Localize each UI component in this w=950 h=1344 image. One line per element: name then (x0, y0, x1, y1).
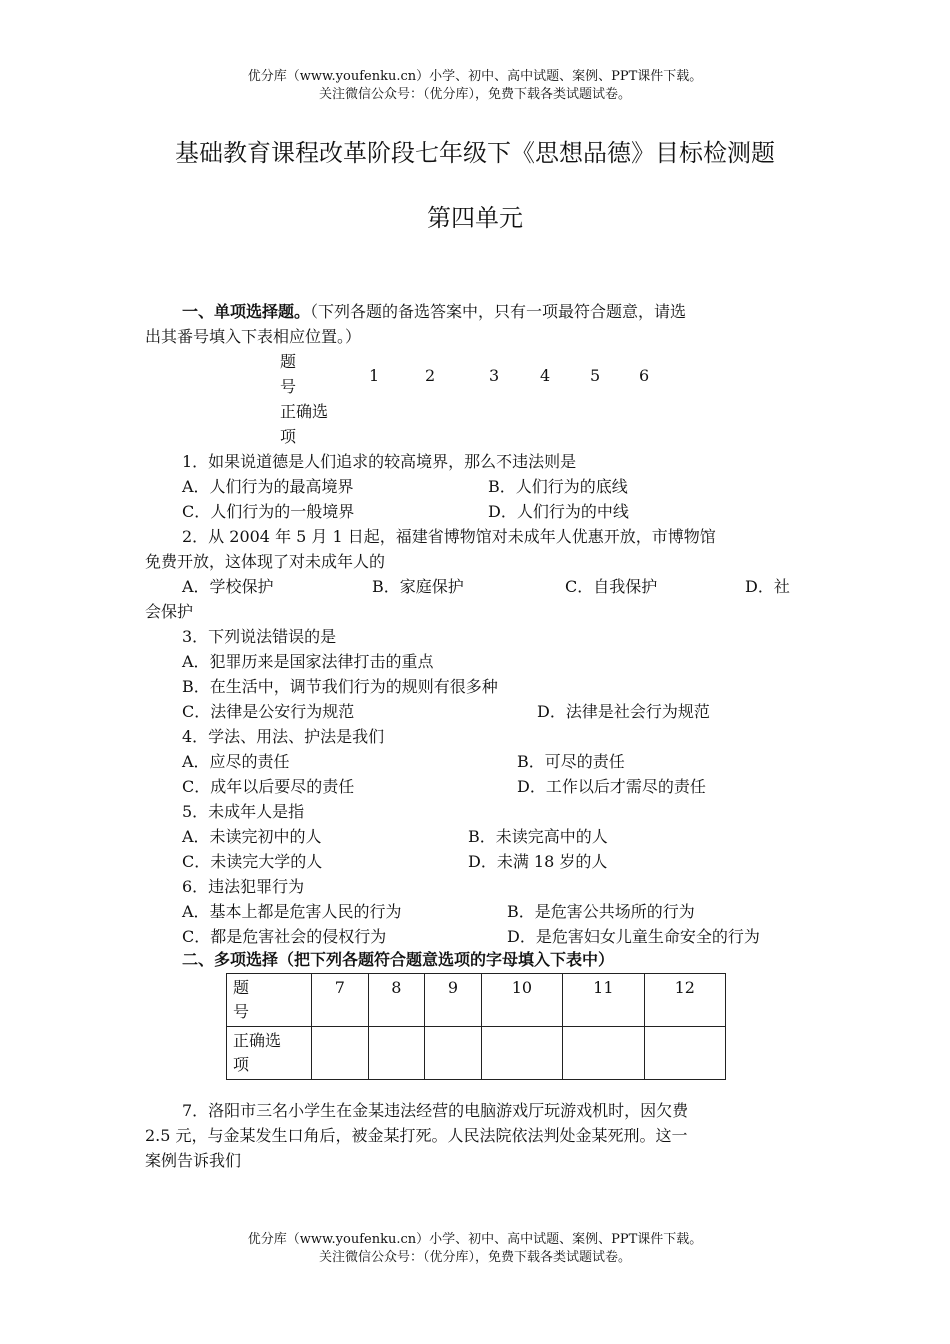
table2-answer-cell[interactable] (644, 1027, 725, 1080)
answer-table-2 (226, 973, 726, 1080)
table1-num: 5 (590, 366, 601, 385)
table1-a-label-a: 正确选 (280, 402, 329, 421)
q4-option-c: C．成年以后要尽的责任 (182, 777, 355, 796)
page-header-line2: 关注微信公众号：（优分库），免费下载各类试题试卷。 (318, 87, 631, 102)
page-footer-line2: 关注微信公众号：（优分库），免费下载各类试题试卷。 (318, 1250, 631, 1265)
section1-line (182, 302, 686, 322)
q4-option-d: D．工作以后才需尽的责任 (517, 777, 706, 796)
table2-answer-cell[interactable] (312, 1027, 369, 1080)
page-title: 基础教育课程改革阶段七年级下《思想品德》目标检测题 (175, 139, 775, 167)
table2-q-label-a: 题 (233, 978, 250, 997)
q4-option-b: B．可尽的责任 (517, 752, 625, 771)
q2-option-c: C．自我保护 (565, 577, 658, 596)
q5-option-b: B．未读完高中的人 (468, 827, 608, 846)
table1-num: 3 (489, 366, 500, 385)
table2-answer-cell[interactable] (563, 1027, 644, 1080)
section2-heading: 二、多项选择（把下列各题符合题意选项的字母填入下表中） (182, 950, 615, 969)
q3-option-b: B．在生活中，调节我们行为的规则有很多种 (182, 677, 498, 696)
question-7-cont1: 2.5 元，与金某发生口角后，被金某打死。人民法院依法判处金某死刑。这一 (145, 1126, 688, 1145)
question-6: 6．违法犯罪行为 (182, 877, 305, 896)
q3-option-d: D．法律是社会行为规范 (537, 702, 710, 721)
section1-heading: 一、单项选择题。 (182, 302, 311, 321)
page-footer-line1: 优分库（www.youfenku.cn）小学、初中、高中试题、案例、PPT课件下载。 (247, 1232, 703, 1247)
q2-option-d-cont: 会保护 (145, 602, 194, 621)
q1-option-c: C．人们行为的一般境界 (182, 502, 355, 521)
q3-option-a: A．犯罪历来是国家法律打击的重点 (182, 652, 434, 671)
table2-answer-cell[interactable] (481, 1027, 562, 1080)
table1-num: 1 (369, 366, 380, 385)
table2-num: 10 (481, 974, 562, 1027)
table2-num: 9 (425, 974, 482, 1027)
question-1: 1．如果说道德是人们追求的较高境界，那么不违法则是 (182, 452, 577, 471)
question-5: 5．未成年人是指 (182, 802, 305, 821)
q2-option-d: D．社 (745, 577, 790, 596)
table2-answer-cell[interactable] (425, 1027, 482, 1080)
table1-a-label-b: 项 (280, 427, 297, 446)
q3-option-c: C．法律是公安行为规范 (182, 702, 355, 721)
table1-q-label-a: 题 (280, 352, 297, 371)
q1-option-a: A．人们行为的最高境界 (182, 477, 354, 496)
table2-answer-cell[interactable] (368, 1027, 425, 1080)
question-2: 2．从 2004 年 5 月 1 日起，福建省博物馆对未成年人优惠开放，市博物馆 (182, 527, 716, 546)
section1-instruction: （下列各题的备选答案中，只有一项最符合题意，请选 (310, 302, 687, 321)
table1-q-label-b: 号 (280, 377, 297, 396)
q2-option-b: B．家庭保护 (372, 577, 464, 596)
table2-num: 8 (368, 974, 425, 1027)
table2-a-label-b: 项 (233, 1055, 250, 1074)
q5-option-c: C．未读完大学的人 (182, 852, 323, 871)
table2-row-numbers (227, 974, 726, 1027)
q1-option-b: B．人们行为的底线 (488, 477, 628, 496)
q6-option-c: C．都是危害社会的侵权行为 (182, 927, 387, 946)
q6-option-d: D．是危害妇女儿童生命安全的行为 (507, 927, 760, 946)
q6-option-b: B．是危害公共场所的行为 (507, 902, 695, 921)
q2-option-a: A．学校保护 (182, 577, 274, 596)
q6-option-a: A．基本上都是危害人民的行为 (182, 902, 402, 921)
table1-num: 2 (425, 366, 436, 385)
table2-q-label (227, 974, 312, 1027)
table2-q-label-b: 号 (233, 1002, 250, 1021)
q1-option-d: D．人们行为的中线 (488, 502, 629, 521)
table2-num: 7 (312, 974, 369, 1027)
table1-num: 4 (540, 366, 551, 385)
question-3: 3．下列说法错误的是 (182, 627, 337, 646)
question-7: 7．洛阳市三名小学生在金某违法经营的电脑游戏厅玩游戏机时，因欠费 (182, 1101, 689, 1120)
table1-num: 6 (639, 366, 650, 385)
table2-a-label (227, 1027, 312, 1080)
table2-num: 11 (563, 974, 644, 1027)
table2-row-answers (227, 1027, 726, 1080)
table2-a-label-a: 正确选 (233, 1031, 282, 1050)
question-4: 4．学法、用法、护法是我们 (182, 727, 385, 746)
page-header-line1: 优分库（www.youfenku.cn）小学、初中、高中试题、案例、PPT课件下载。 (247, 69, 703, 84)
table2-num: 12 (644, 974, 725, 1027)
q5-option-a: A．未读完初中的人 (182, 827, 322, 846)
section1-instruction-cont: 出其番号填入下表相应位置。） (145, 327, 362, 346)
page-subtitle: 第四单元 (427, 204, 523, 232)
q5-option-d: D．未满 18 岁的人 (468, 852, 608, 871)
q4-option-a: A．应尽的责任 (182, 752, 290, 771)
question-2-cont: 免费开放，这体现了对未成年人的 (145, 552, 386, 571)
question-7-cont2: 案例告诉我们 (145, 1151, 242, 1170)
